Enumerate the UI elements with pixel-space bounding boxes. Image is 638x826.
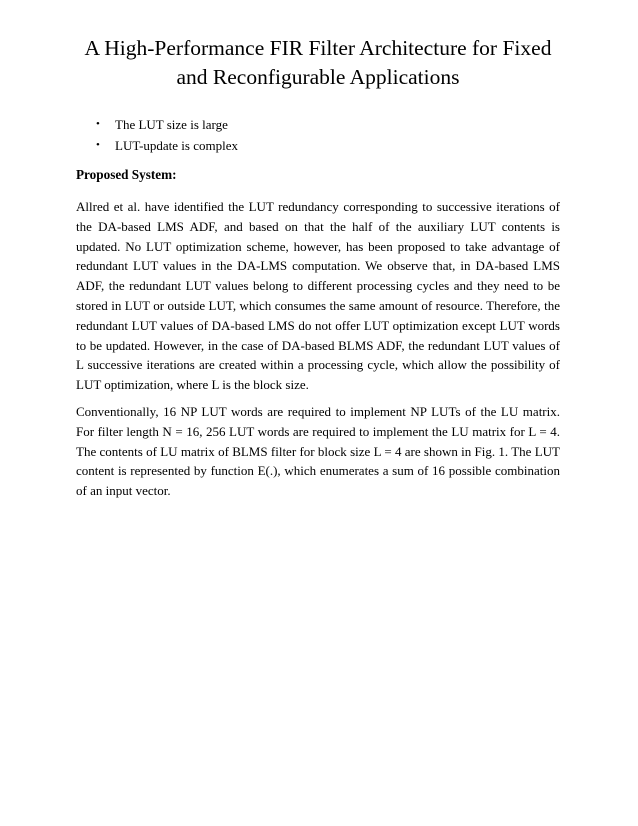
bullet-text: LUT-update is complex — [115, 138, 238, 153]
bullet-dot-icon: • — [96, 118, 100, 130]
bullet-dot-icon: • — [96, 139, 100, 151]
bullet-item — [96, 114, 560, 135]
bullet-list — [76, 114, 560, 156]
page-title: A High-Performance FIR Filter Architecture for Fixed and Reconfigurable Applications — [84, 36, 552, 89]
section-heading: Proposed System: — [76, 167, 177, 182]
bullet-item — [96, 135, 560, 156]
bullet-text: The LUT size is large — [115, 117, 228, 132]
body-paragraph: Allred et al. have identified the LUT redundancy corresponding to successive iterations of the DA-based LMS ADF, and based on that the half of the auxiliary LUT contents is updated. No LUT optimization scheme, however, has been proposed to take advantage of redundant LUT values in the DA-LMS computation. We observe that, in DA-based LMS ADF, the redundant LUT values belong to different processing cycles and they need to be stored in LUT or outside LUT, which consumes the same amount of resource. Therefore, the redundant LUT values of DA-based LMS do not offer LUT optimization except LUT words to be updated. However, in the case of DA-based BLMS ADF, the redundant LUT values of L successive iterations are created within a processing cycle, which allow the possibility of LUT optimization, where L is the block size. — [76, 199, 560, 393]
body-paragraph: Conventionally, 16 NP LUT words are required to implement NP LUTs of the LU matrix. For filter length N = 16, 256 LUT words are required to implement the LU matrix for L = 4. The contents of LU matrix of BLMS filter for block size L = 4 are shown in Fig. 1. The LUT content is represented by function E(.), which enumerates a sum of 16 possible combination of an input vector. — [76, 403, 560, 499]
